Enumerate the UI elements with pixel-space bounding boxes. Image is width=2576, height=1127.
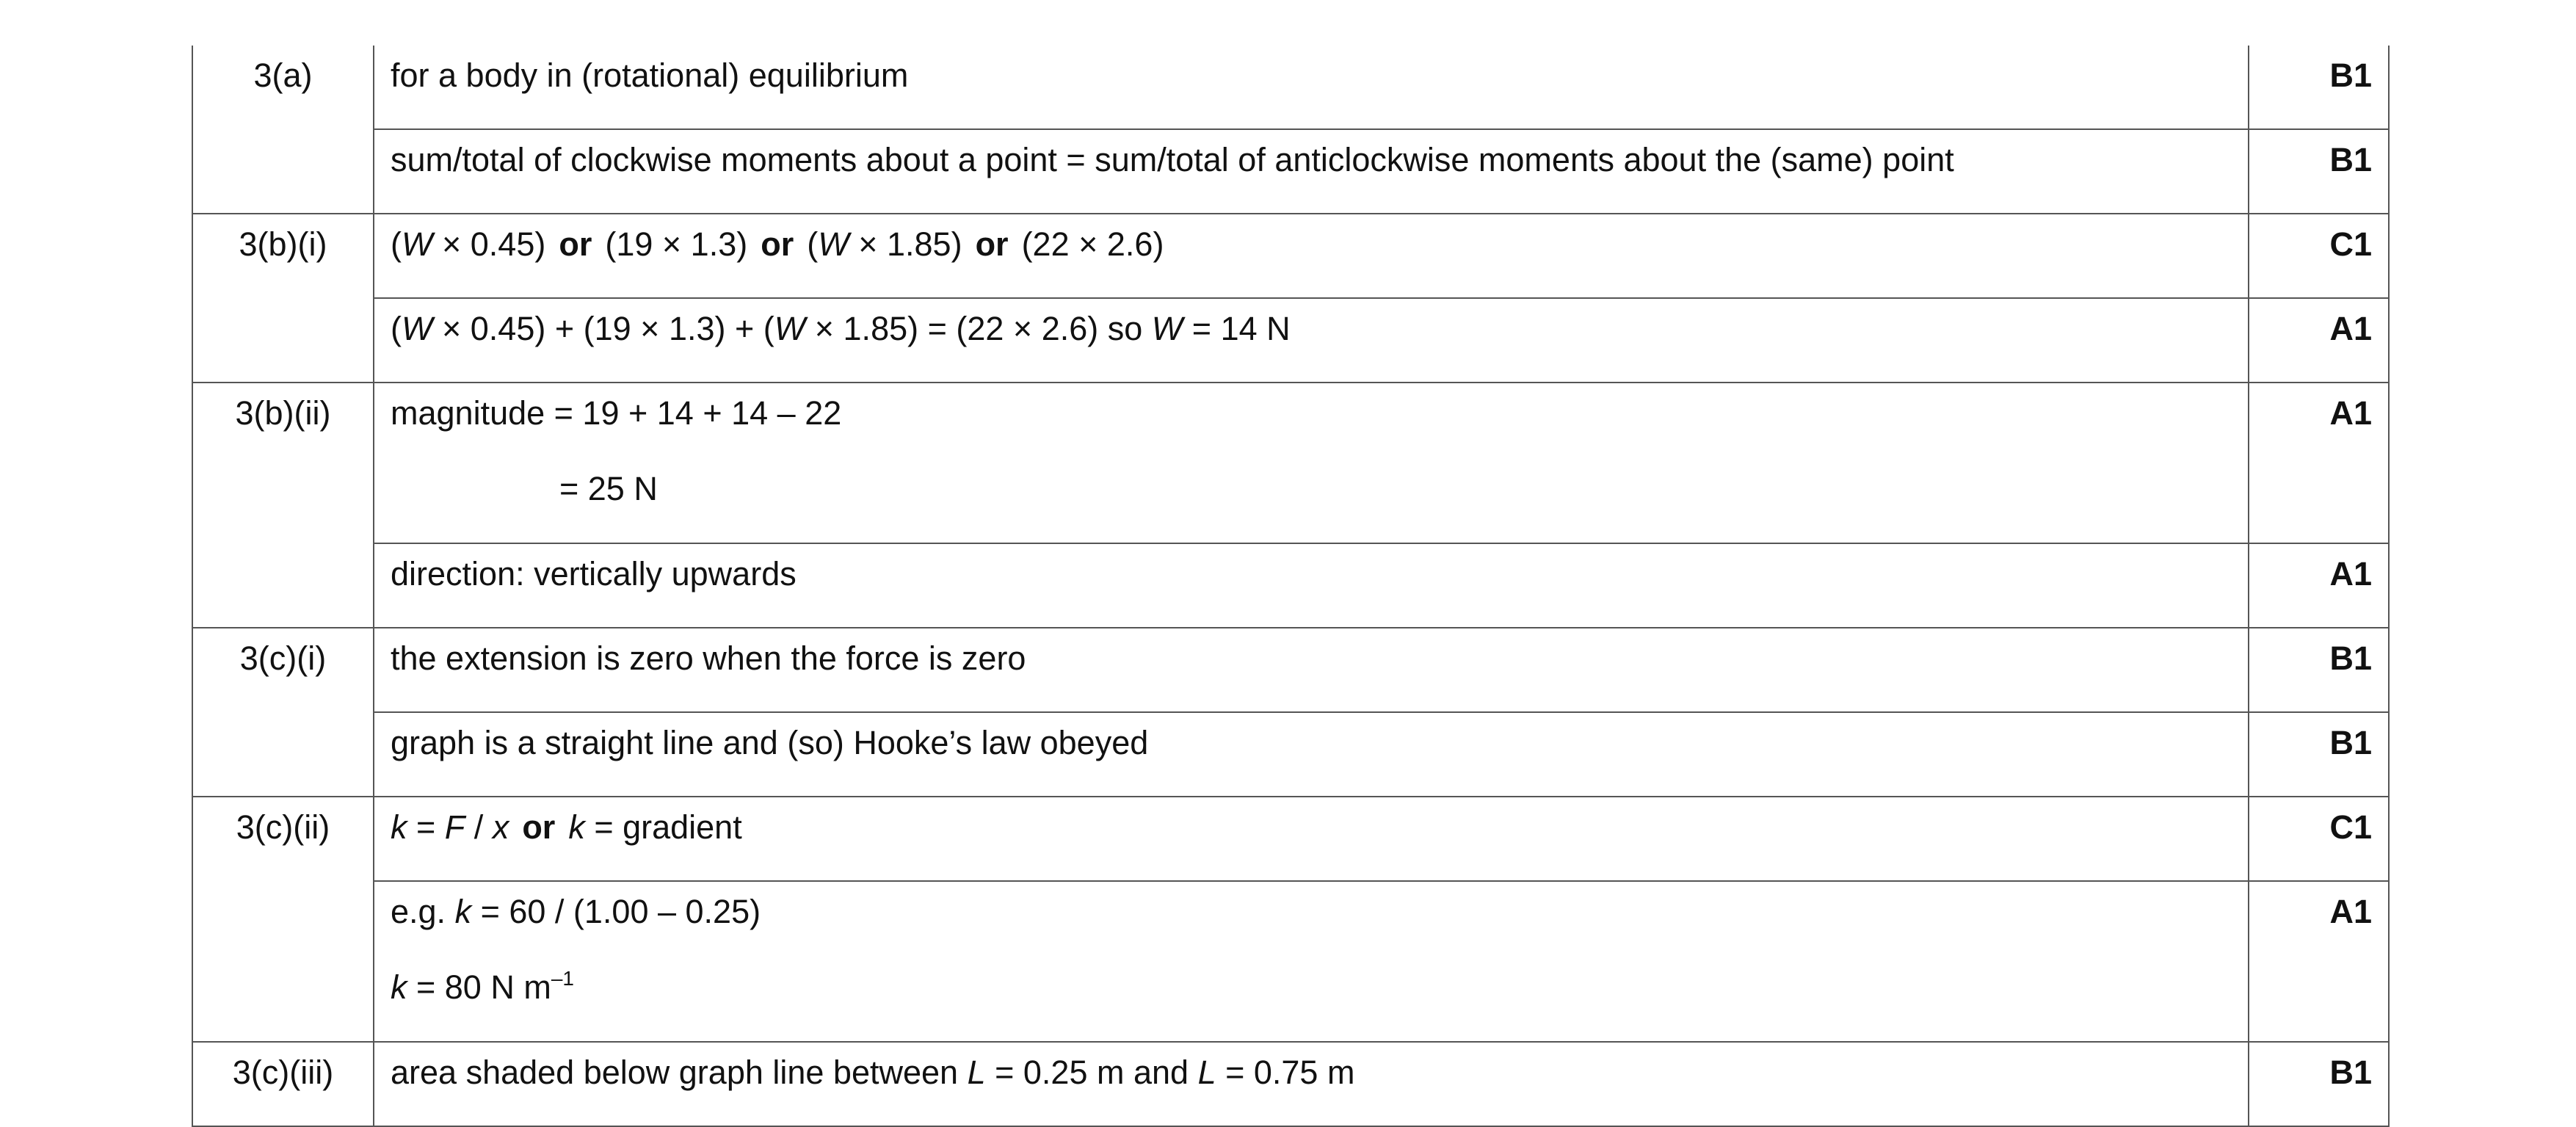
mark-code: B1 — [2329, 639, 2372, 677]
mark-cell — [2249, 1042, 2389, 1126]
question-number-cell — [192, 1042, 374, 1126]
answer-text: graph is a straight line and (so) Hooke’s law obeyed — [391, 724, 1149, 761]
mark-cell — [2249, 881, 2389, 1042]
question-number: 3(c)(iii) — [232, 1054, 334, 1091]
table-row — [192, 46, 2389, 129]
question-number: 3(b)(i) — [239, 225, 327, 263]
mark-cell — [2249, 214, 2389, 298]
answer-text: k = F / x or k = gradient — [391, 808, 742, 846]
table-row — [192, 797, 2389, 881]
answer-cell — [374, 1042, 2249, 1126]
table-row — [192, 712, 2389, 797]
mark-code: B1 — [2329, 1054, 2372, 1091]
table-row — [192, 214, 2389, 298]
answer-text: (W × 0.45) or (19 × 1.3) or (W × 1.85) or (22 × 2.6) — [391, 225, 1164, 263]
or-keyword: or — [559, 225, 592, 263]
mark-code: C1 — [2329, 225, 2372, 263]
answer-text: for a body in (rotational) equilibrium — [391, 57, 909, 94]
answer-text: direction: vertically upwards — [391, 555, 797, 593]
table-row — [192, 1042, 2389, 1126]
answer-cell — [374, 712, 2249, 797]
answer-text: k = 80 N $m^{-1}$ — [391, 967, 574, 1006]
or-keyword: or — [975, 225, 1009, 263]
mark-scheme-table — [192, 46, 2390, 1127]
table-row — [192, 298, 2389, 383]
mark-cell — [2249, 628, 2389, 712]
answer-cell — [374, 129, 2249, 214]
table-row — [192, 129, 2389, 214]
table-row — [192, 383, 2389, 543]
mark-code: C1 — [2329, 808, 2372, 846]
answer-text: = 25 N — [559, 470, 658, 507]
mark-cell — [2249, 383, 2389, 543]
mark-cell — [2249, 712, 2389, 797]
mark-code: B1 — [2329, 57, 2372, 94]
question-number: 3(a) — [253, 57, 313, 94]
answer-text: (W × 0.45) + (19 × 1.3) + (W × 1.85) = (22 × 2.6) so W = 14 N — [391, 310, 1291, 347]
or-keyword: or — [522, 808, 556, 846]
question-number-cell — [192, 628, 374, 797]
answer-cell — [374, 298, 2249, 383]
question-number-cell — [192, 46, 374, 214]
question-number: 3(c)(ii) — [236, 808, 330, 846]
question-number: 3(c)(i) — [239, 639, 327, 677]
answer-cell — [374, 46, 2249, 129]
mark-cell — [2249, 46, 2389, 129]
answer-text: the extension is zero when the force is zero — [391, 639, 1026, 677]
table-row — [192, 881, 2389, 1042]
answer-cell — [374, 881, 2249, 1042]
answer-cell — [374, 383, 2249, 543]
answer-cell — [374, 628, 2249, 712]
or-keyword: or — [761, 225, 794, 263]
mark-code: A1 — [2329, 310, 2372, 347]
mark-cell — [2249, 797, 2389, 881]
question-number-cell — [192, 797, 374, 1042]
answer-cell — [374, 214, 2249, 298]
mark-cell — [2249, 543, 2389, 628]
mark-code: B1 — [2329, 724, 2372, 761]
table-row — [192, 543, 2389, 628]
question-number-cell — [192, 383, 374, 628]
answer-text: area shaded below graph line between L = 0.25 m and L = 0.75 m — [391, 1054, 1355, 1091]
mark-cell — [2249, 129, 2389, 214]
question-number-cell — [192, 214, 374, 383]
mark-code: B1 — [2329, 141, 2372, 178]
answer-text: sum/total of clockwise moments about a point = sum/total of anticlockwise moments about the (same) point — [391, 141, 1954, 178]
question-number: 3(b)(ii) — [235, 394, 331, 432]
mark-code: A1 — [2329, 555, 2372, 593]
table-row — [192, 628, 2389, 712]
answer-cell — [374, 543, 2249, 628]
mark-code: A1 — [2329, 893, 2372, 930]
answer-cell — [374, 797, 2249, 881]
mark-code: A1 — [2329, 394, 2372, 432]
answer-text: e.g. k = 60 / (1.00 – 0.25) — [391, 893, 761, 930]
answer-text: magnitude = 19 + 14 + 14 – 22 — [391, 394, 842, 432]
mark-cell — [2249, 298, 2389, 383]
